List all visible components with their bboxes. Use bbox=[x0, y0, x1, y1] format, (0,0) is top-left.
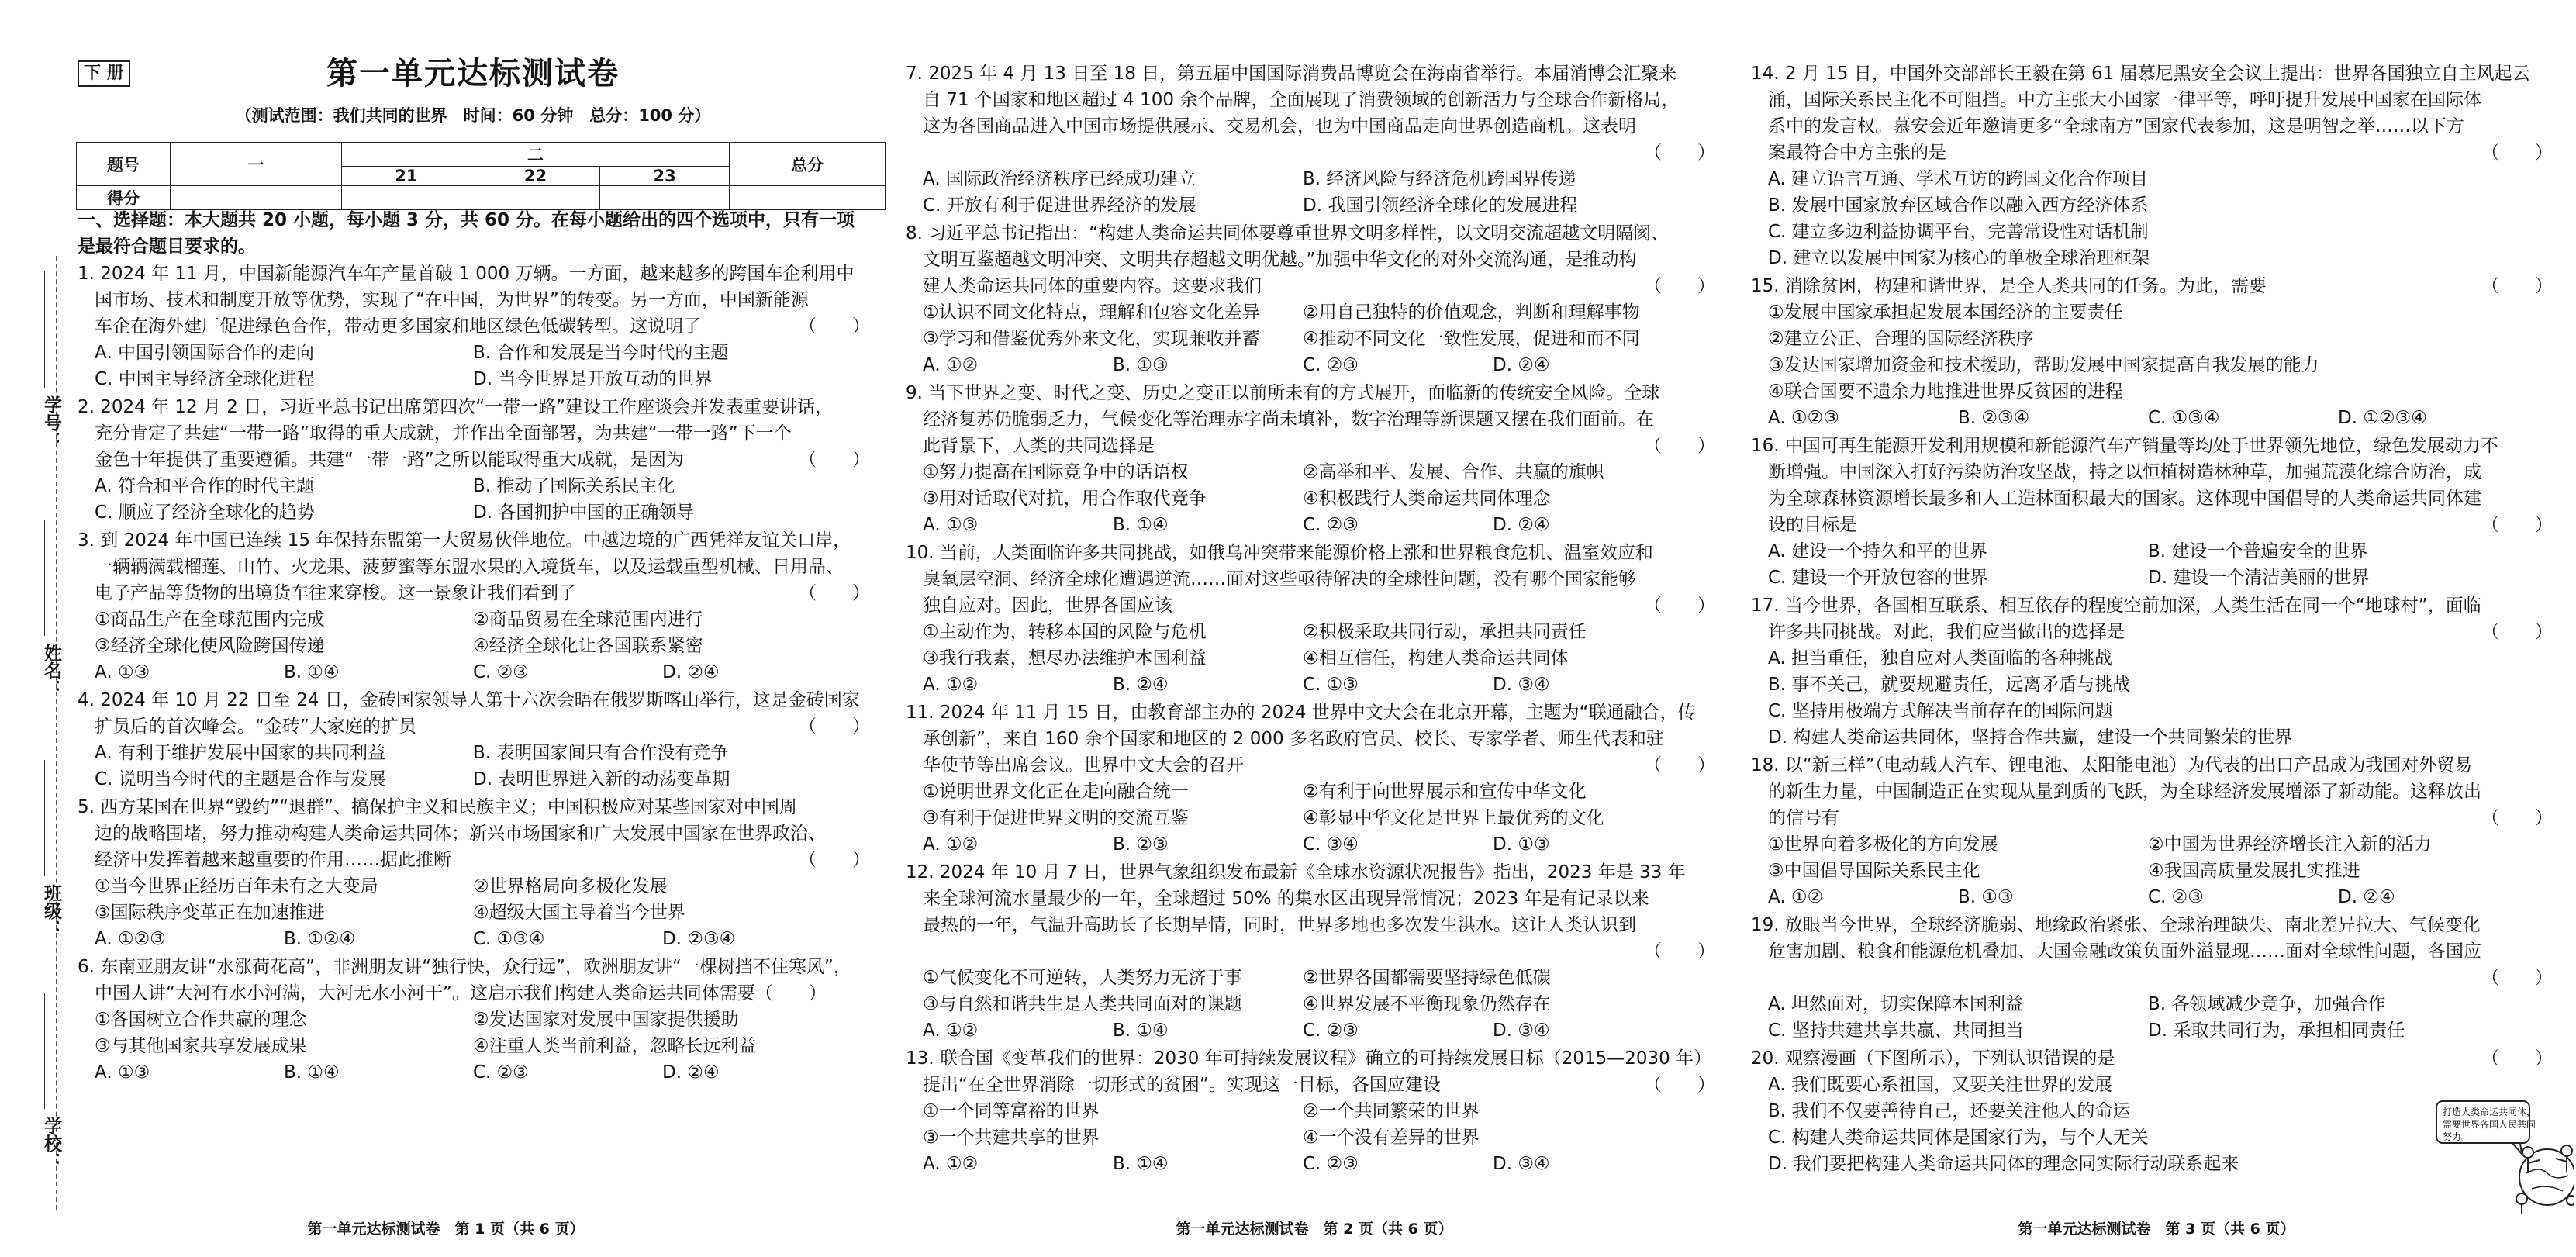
option-a[interactable]: A. ①② bbox=[923, 1154, 979, 1174]
option-a[interactable]: A. ①②③ bbox=[95, 929, 166, 949]
question-text: 此背景下，人类的共同选择是 bbox=[923, 436, 1155, 456]
question-text: 涌，国际关系民主化不可阻挡。中方主张大小国家一律平等，呼吁提升发展中国家在国际体 bbox=[1768, 90, 2481, 110]
statement-2: ②发达国家对发展中国家提供援助 bbox=[473, 1010, 739, 1030]
option-b[interactable]: B. ②③④ bbox=[1958, 408, 2030, 428]
statement-2: ②积极采取共同行动，承担共同责任 bbox=[1303, 622, 1587, 642]
option-c[interactable]: C. ②③ bbox=[1303, 355, 1359, 375]
option-a[interactable]: A. 有利于维护发展中国家的共同利益 bbox=[95, 743, 385, 763]
statement-1: ①各国树立合作共赢的理念 bbox=[95, 1010, 307, 1030]
question-text: 车企在海外建厂促进绿色合作，带动更多国家和地区绿色低碳转型。这说明了 bbox=[95, 316, 701, 337]
option-b[interactable]: B. ①③ bbox=[1113, 355, 1169, 375]
person-icon bbox=[2516, 1193, 2527, 1204]
statement-3: ③我行我素，想尽办法维护本国利益 bbox=[923, 648, 1207, 668]
statement-4: ④注重人类当前利益，忽略长远利益 bbox=[473, 1036, 757, 1056]
option-c[interactable]: C. ②③ bbox=[1303, 1154, 1359, 1174]
option-b[interactable]: B. ①④ bbox=[284, 1062, 340, 1083]
option-c[interactable]: C. ①③ bbox=[1303, 675, 1359, 695]
question-text: 16. 中国可再生能源开发利用规模和新能源汽车产销量等均处于世界领先地位，绿色发展动力不 bbox=[1751, 436, 2498, 456]
answer-bracket[interactable]: （ ） bbox=[1644, 436, 1715, 456]
answer-bracket[interactable]: （ ） bbox=[2481, 1048, 2553, 1069]
question-text: 建人类命运共同体的重要内容。这要求我们 bbox=[923, 276, 1262, 296]
score-cell[interactable] bbox=[171, 186, 342, 210]
option-a[interactable]: A. 建立语言互通、学术互访的跨国文化合作项目 bbox=[1768, 169, 2148, 189]
answer-bracket[interactable]: （ ） bbox=[2481, 968, 2553, 988]
option-a[interactable]: A. ①③ bbox=[95, 662, 150, 682]
statement-3: ③学习和借鉴优秀外来文化，实现兼收并蓄 bbox=[923, 329, 1260, 349]
option-b[interactable]: B. ②③ bbox=[1113, 834, 1169, 855]
statement-4: ④推动不同文化一致性发展，促进和而不同 bbox=[1303, 329, 1640, 349]
score-header-q21: 21 bbox=[342, 167, 471, 186]
person-icon bbox=[2567, 1196, 2574, 1205]
statement-3: ③经济全球化使风险跨国传递 bbox=[95, 636, 325, 656]
answer-bracket[interactable]: （ ） bbox=[1644, 1075, 1715, 1095]
option-c[interactable]: C. 坚持用极端方式解决当前存在的国际问题 bbox=[1768, 701, 2113, 721]
option-a[interactable]: A. 国际政治经济秩序已经成功建立 bbox=[923, 169, 1196, 189]
question-text: 19. 放眼当今世界，全球经济脆弱、地缘政治紧张、全球治理缺失、南北差异拉大、气候变化 bbox=[1751, 915, 2481, 935]
option-d[interactable]: D. 表明世界进入新的动荡变革期 bbox=[473, 769, 730, 789]
page-footer: 第一单元达标测试卷 第 1 页（共 6 页） bbox=[307, 1221, 585, 1238]
question-text: 15. 消除贫困，构建和谐世界，是全人类共同的任务。为此，需要 bbox=[1751, 276, 2267, 296]
option-a[interactable]: A. ①② bbox=[1768, 887, 1824, 907]
question-text: 20. 观察漫画（下图所示），下列认识错误的是 bbox=[1751, 1048, 2115, 1069]
statement-3: ③国际秩序变革正在加速推进 bbox=[95, 903, 325, 923]
question-text: 断增强。中国深入打好污染防治攻坚战，持之以恒植树造林种草，加强荒漠化综合防治，成 bbox=[1768, 462, 2481, 482]
statement-4: ④经济全球化让各国联系紧密 bbox=[473, 636, 703, 656]
option-b[interactable]: B. 经济风险与经济危机跨国界传递 bbox=[1303, 169, 1576, 189]
answer-bracket[interactable]: （ ） bbox=[1644, 941, 1715, 962]
answer-bracket[interactable]: （ ） bbox=[1644, 143, 1715, 163]
statement-1: ①世界向着多极化的方向发展 bbox=[1768, 834, 1998, 855]
question-text: 5. 西方某国在世界“毁约”“退群”、搞保护主义和民族主义；中国积极应对某些国家对中国周 bbox=[78, 797, 797, 817]
score-header-q23: 23 bbox=[600, 167, 730, 186]
option-c[interactable]: C. ①③④ bbox=[473, 929, 545, 949]
statement-1: ①当今世界正经历百年未有之大变局 bbox=[95, 876, 378, 896]
option-b[interactable]: B. 建设一个普遍安全的世界 bbox=[2148, 541, 2368, 561]
score-cell[interactable] bbox=[342, 186, 471, 210]
question-text: 充分肯定了共建“一带一路”取得的重大成就，并作出全面部署，为共建“一带一路”下一个 bbox=[95, 423, 792, 444]
binding-sidebar bbox=[0, 256, 70, 1210]
statement-4: ④一个没有差异的世界 bbox=[1303, 1128, 1480, 1148]
class-label: 班级： bbox=[41, 884, 61, 938]
answer-bracket[interactable]: （ ） bbox=[2481, 808, 2553, 828]
option-c[interactable]: C. 中国主导经济全球化进程 bbox=[95, 369, 315, 389]
option-c[interactable]: C. ②③ bbox=[473, 662, 529, 682]
score-header-q22: 22 bbox=[471, 167, 600, 186]
page-title: 第一单元达标测试卷 bbox=[326, 56, 620, 92]
question-text: 4. 2024 年 10 月 22 日至 24 日，金砖国家领导人第十六次会晤在俄罗斯喀山举行，这是金砖国家 bbox=[78, 690, 860, 710]
statement-2: ②商品贸易在全球范围内进行 bbox=[473, 610, 703, 630]
school-field[interactable] bbox=[44, 993, 45, 1109]
answer-bracket[interactable]: （ ） bbox=[2481, 143, 2553, 163]
question-text: 2. 2024 年 12 月 2 日，习近平总书记出席第四次“一带一路”建设工作座谈会并发表重要讲话， bbox=[78, 397, 834, 417]
option-c[interactable]: C. 开放有利于促进世界经济的发展 bbox=[923, 195, 1196, 216]
statement-2: ②有利于向世界展示和宣传中华文化 bbox=[1303, 782, 1587, 802]
score-header-total: 总分 bbox=[730, 143, 886, 186]
option-c[interactable]: C. ①③④ bbox=[2148, 408, 2220, 428]
statement-3: ③有利于促进世界文明的交流互鉴 bbox=[923, 808, 1189, 828]
option-c[interactable]: C. 顺应了经济全球化的趋势 bbox=[95, 502, 315, 523]
option-a[interactable]: A. ①② bbox=[923, 355, 979, 375]
option-d[interactable]: D. 我国引领经济全球化的发展进程 bbox=[1303, 195, 1578, 216]
question-text: 许多共同挑战。对此，我们应当做出的选择是 bbox=[1768, 622, 2125, 642]
answer-bracket[interactable]: （ ） bbox=[2481, 276, 2553, 296]
option-c[interactable]: C. ②③ bbox=[473, 1062, 529, 1083]
question-text: 17. 当今世界，各国相互联系、相互依存的程度空前加深，人类生活在同一个“地球村”，面临 bbox=[1751, 596, 2481, 616]
statement-2: ②世界各国都需要坚持绿色低碳 bbox=[1303, 968, 1551, 988]
option-b[interactable]: B. ①④ bbox=[284, 662, 340, 682]
test-info: （测试范围：我们共同的世界 时间：60 分钟 总分：100 分） bbox=[235, 106, 711, 125]
name-field[interactable] bbox=[44, 520, 45, 636]
page-footer: 第一单元达标测试卷 第 2 页（共 6 页） bbox=[1176, 1221, 1453, 1238]
option-d[interactable]: D. ①③ bbox=[1493, 834, 1550, 855]
option-b[interactable]: B. ①④ bbox=[1113, 515, 1169, 535]
option-b[interactable]: B. ①④ bbox=[1113, 1020, 1169, 1041]
option-d[interactable]: D. ②④ bbox=[2338, 887, 2395, 907]
statement-4: ④联合国要不遗余力地推进世界反贫困的进程 bbox=[1768, 382, 2123, 402]
option-a[interactable]: A. ①③ bbox=[95, 1062, 150, 1083]
answer-bracket[interactable]: （ ） bbox=[2481, 622, 2553, 642]
section-instruction: 一、选择题：本大题共 20 小题，每小题 3 分，共 60 分。在每小题给出的四个选项中，只有一项 bbox=[78, 210, 855, 230]
option-b[interactable]: B. ②④ bbox=[1113, 675, 1169, 695]
question-text: 案最符合中方主张的是 bbox=[1768, 143, 1946, 163]
page-1 bbox=[0, 0, 892, 1257]
question-text: 独自应对。因此，世界各国应该 bbox=[923, 596, 1172, 616]
option-d[interactable]: D. ③④ bbox=[1493, 675, 1550, 695]
option-b[interactable]: B. 发展中国家放弃区域合作以融入西方经济体系 bbox=[1768, 195, 2149, 216]
answer-bracket[interactable]: （ ） bbox=[1644, 276, 1715, 296]
person-icon bbox=[2561, 1145, 2572, 1156]
score-cell[interactable] bbox=[730, 186, 886, 210]
question-text: 8. 习近平总书记指出：“构建人类命运共同体要尊重世界文明多样性，以文明交流超越文明隔阂、 bbox=[906, 223, 1670, 243]
option-a[interactable]: A. ①②③ bbox=[1768, 408, 1839, 428]
option-b[interactable]: B. ①④ bbox=[1113, 1154, 1169, 1174]
option-d[interactable]: D. 当今世界是开放互动的世界 bbox=[473, 369, 713, 389]
statement-1: ①气候变化不可逆转，人类努力无济于事 bbox=[923, 968, 1242, 988]
answer-bracket[interactable]: （ ） bbox=[2481, 515, 2553, 535]
question-text: 一辆辆满载榴莲、山竹、火龙果、菠萝蜜等东盟水果的入境货车，以及运载重型机械、日用品、 bbox=[95, 557, 844, 577]
score-table bbox=[76, 142, 886, 210]
question-text: 系中的发言权。慕安会近年邀请更多“全球南方”国家代表参加，这是明智之举……以下方 bbox=[1768, 116, 2464, 136]
question-text: 国市场、技术和制度开放等优势，实现了“在中国，为世界”的转变。另一方面，中国新能源 bbox=[95, 290, 809, 310]
statement-3: ③与自然和谐共生是人类共同面对的课题 bbox=[923, 994, 1242, 1014]
statement-3: ③用对话取代对抗，用合作取代竞争 bbox=[923, 489, 1207, 509]
answer-bracket[interactable]: （ ） bbox=[1644, 755, 1715, 775]
question-text: 的新生力量，中国制造正在实现从量到质的飞跃，为全球经济发展增添了新动能。这释放出 bbox=[1768, 782, 2481, 802]
statement-1: ①努力提高在国际竞争中的话语权 bbox=[923, 462, 1189, 482]
score-header-label: 题号 bbox=[77, 143, 171, 186]
option-d[interactable]: D. ②④ bbox=[1493, 515, 1550, 535]
option-d[interactable]: D. ①②③④ bbox=[2338, 408, 2427, 428]
option-c[interactable]: C. ③④ bbox=[1303, 834, 1359, 855]
student-id-label: 学号： bbox=[41, 395, 61, 449]
statement-3: ③发达国家增加资金和技术援助，帮助发展中国家提高自我发展的能力 bbox=[1768, 355, 2319, 375]
question-text: 边的战略围堵，努力推动构建人类命运共同体；新兴市场国家和广大发展中国家在世界政治、 bbox=[95, 824, 826, 844]
option-d[interactable]: D. ②③④ bbox=[662, 929, 736, 949]
option-c[interactable]: C. 建设一个开放包容的世界 bbox=[1768, 568, 1988, 588]
option-a[interactable]: A. ①③ bbox=[923, 515, 979, 535]
question-text: 臭氧层空洞、经济全球化遭遇逆流……面对这些亟待解决的全球性问题，没有哪个国家能够 bbox=[923, 569, 1636, 589]
option-c[interactable]: C. ②③ bbox=[1303, 1020, 1359, 1041]
answer-bracket[interactable]: （ ） bbox=[1644, 596, 1715, 616]
score-header-section2: 二 bbox=[342, 143, 730, 167]
option-c[interactable]: C. ②③ bbox=[1303, 515, 1359, 535]
statement-2: ②中国为世界经济增长注入新的活力 bbox=[2148, 834, 2432, 855]
statement-3: ③一个共建共享的世界 bbox=[923, 1128, 1100, 1148]
option-d[interactable]: D. ②④ bbox=[662, 1062, 720, 1083]
question-text: 华使节等出席会议。世界中文大会的召开 bbox=[923, 755, 1244, 775]
question-text: 为全球森林资源增长最多和人工造林面积最大的国家。这体现中国倡导的人类命运共同体建 bbox=[1768, 489, 2481, 509]
school-label: 学校： bbox=[41, 1117, 61, 1170]
question-text: 这为各国商品进入中国市场提供展示、交易机会，也为中国商品走向世界创造商机。这表明 bbox=[923, 116, 1636, 136]
statement-1: ①说明世界文化正在走向融合统一 bbox=[923, 782, 1189, 802]
question-text: 的信号有 bbox=[1768, 808, 1839, 828]
page-2 bbox=[892, 0, 1737, 1257]
option-d[interactable]: D. 建立以发展中国家为核心的单极全球治理框架 bbox=[1768, 248, 2150, 268]
score-header-section1: 一 bbox=[171, 143, 342, 186]
question-text: 经济中发挥着越来越重要的作用……据此推断 bbox=[95, 850, 451, 870]
option-c[interactable]: C. 坚持共建共享共赢、共同担当 bbox=[1768, 1020, 2024, 1041]
question-text: 经济复苏仍脆弱乏力，气候变化等治理赤字尚未填补，数字治理等新课题又摆在我们面前。在 bbox=[923, 409, 1654, 430]
section-instruction: 是最符合题目要求的。 bbox=[78, 237, 256, 257]
question-text: 自 71 个国家和地区超过 4 100 余个品牌，全面展现了消费领域的创新活力与全球合作新格局， bbox=[923, 90, 1680, 110]
statement-4: ④积极践行人类命运共同体理念 bbox=[1303, 489, 1551, 509]
option-b[interactable]: B. ①③ bbox=[1958, 887, 2014, 907]
question-text: 13. 联合国《变革我们的世界：2030 年可持续发展议程》确立的可持续发展目标（2015—2030 年） bbox=[906, 1048, 1712, 1069]
option-a[interactable]: A. 建设一个持久和平的世界 bbox=[1768, 541, 1987, 561]
statement-4: ④世界发展不平衡现象仍然存在 bbox=[1303, 994, 1551, 1014]
option-a[interactable]: A. 担当重任，独自应对人类面临的各种挑战 bbox=[1768, 648, 2112, 668]
page-3 bbox=[1737, 0, 2576, 1257]
option-d[interactable]: D. 构建人类命运共同体，坚持合作共赢，建设一个共同繁荣的世界 bbox=[1768, 727, 2293, 748]
comic-caption: 需要世界各国人民共同 bbox=[2443, 1119, 2536, 1130]
score-cell[interactable] bbox=[471, 186, 600, 210]
question-text: 11. 2024 年 11 月 15 日，由教育部主办的 2024 世界中文大会在北京开幕，主题为“联通融合，传 bbox=[906, 703, 1696, 723]
statement-4: ④超级大国主导着当今世界 bbox=[473, 903, 685, 923]
option-d[interactable]: D. 各国拥护中国的正确领导 bbox=[473, 502, 695, 523]
option-c[interactable]: C. ②③ bbox=[2148, 887, 2204, 907]
statement-1: ①发展中国家承担起发展本国经济的主要责任 bbox=[1768, 302, 2123, 323]
score-cell[interactable] bbox=[600, 186, 730, 210]
option-c[interactable]: C. 说明当今时代的主题是合作与发展 bbox=[95, 769, 386, 789]
answer-bracket[interactable]: （ ） bbox=[799, 717, 870, 737]
question-text: 3. 到 2024 年中国已连续 15 年保持东盟第一大贸易伙伴地位。中越边境的广西凭祥友谊关口岸， bbox=[78, 530, 851, 551]
statement-3: ③中国倡导国际关系民主化 bbox=[1768, 861, 1980, 881]
option-b[interactable]: B. 合作和发展是当今时代的主题 bbox=[473, 343, 729, 363]
class-field[interactable] bbox=[44, 760, 45, 876]
person-icon bbox=[2522, 1147, 2533, 1158]
comic-illustration bbox=[2435, 1100, 2574, 1216]
option-d[interactable]: D. ②④ bbox=[1493, 355, 1550, 375]
name-label: 姓名： bbox=[41, 644, 61, 697]
option-b[interactable]: B. 事不关己，就要规避责任，远离矛盾与挑战 bbox=[1768, 675, 2131, 695]
option-a[interactable]: A. 符合和平合作的时代主题 bbox=[95, 476, 314, 496]
option-a[interactable]: A. 中国引领国际合作的走向 bbox=[95, 343, 314, 363]
question-text: 电子产品等货物的出境货车往来穿梭。这一景象让我们看到了 bbox=[95, 583, 576, 603]
statement-2: ②一个共同繁荣的世界 bbox=[1303, 1101, 1480, 1121]
question-text: 设的目标是 bbox=[1768, 515, 1857, 535]
statement-1: ①一个同等富裕的世界 bbox=[923, 1101, 1100, 1121]
option-a[interactable]: A. 我们既要心系祖国，又要关注世界的发展 bbox=[1768, 1075, 2112, 1095]
volume-tag: 下 册 bbox=[78, 60, 130, 87]
option-b[interactable]: B. ①②④ bbox=[284, 929, 356, 949]
question-text: 12. 2024 年 10 月 7 日，世界气象组织发布最新《全球水资源状况报告》指出，2023 年是 33 年 bbox=[906, 862, 1686, 882]
comic-caption: 努力。 bbox=[2443, 1131, 2471, 1142]
question-text: 10. 当前，人类面临许多共同挑战，如俄乌冲突带来能源价格上涨和世界粮食危机、温室效应和 bbox=[906, 543, 1653, 563]
option-a[interactable]: A. ①② bbox=[923, 834, 979, 855]
answer-bracket[interactable]: （ ） bbox=[799, 450, 870, 470]
question-text: 18. 以“新三样”（电动载人汽车、锂电池、太阳能电池）为代表的出口产品成为我国对外贸易 bbox=[1751, 755, 2473, 775]
comic-caption: 打造人类命运共同体， bbox=[2443, 1107, 2536, 1117]
question-text: 6. 东南亚朋友讲“水涨荷花高”，非洲朋友讲“独行快，众行远”，欧洲朋友讲“一棵树挡不住寒风”， bbox=[78, 957, 851, 977]
statement-1: ①商品生产在全球范围内完成 bbox=[95, 610, 325, 630]
question-text: 9. 当下世界之变、时代之变、历史之变正以前所未有的方式展开，面临新的传统安全风险。全球 bbox=[906, 383, 1660, 403]
option-a[interactable]: A. 坦然面对，切实保障本国利益 bbox=[1768, 994, 2023, 1014]
question-text: 扩员后的首次峰会。“金砖”大家庭的扩员 bbox=[95, 717, 416, 737]
question-text: 提出“在全世界消除一切形式的贫困”。实现这一目标，各国应建设 bbox=[923, 1075, 1441, 1095]
question-text: 中国人讲“大河有水小河满，大河无水小河干”。这启示我们构建人类命运共同体需要（ ） bbox=[95, 983, 827, 1003]
option-b[interactable]: B. 表明国家间只有合作没有竞争 bbox=[473, 743, 729, 763]
score-row-label: 得分 bbox=[77, 186, 171, 210]
question-text: 最热的一年，气温升高助长了长期旱情，同时，世界多地也多次发生洪水。这让人类认识到 bbox=[923, 915, 1636, 935]
option-a[interactable]: A. ①② bbox=[923, 1020, 979, 1041]
question-text: 承创新”，来自 160 余个国家和地区的 2 000 多名政府官员、校长、专家学者、师生代表和驻 bbox=[923, 729, 1664, 749]
answer-bracket[interactable]: （ ） bbox=[799, 583, 870, 603]
option-d[interactable]: D. ③④ bbox=[1493, 1154, 1550, 1174]
question-text: 1. 2024 年 11 月，中国新能源汽车年产量首破 1 000 万辆。一方面，越来越多的跨国车企利用中 bbox=[78, 264, 855, 284]
option-b[interactable]: B. 推动了国际关系民主化 bbox=[473, 476, 675, 496]
statement-4: ④彰显中华文化是世界上最优秀的文化 bbox=[1303, 808, 1604, 828]
question-text: 来全球河流水量最少的一年，全球超过 50% 的集水区出现异常情况；2023 年是有记录以来 bbox=[923, 889, 1649, 909]
option-a[interactable]: A. ①② bbox=[923, 675, 979, 695]
answer-bracket[interactable]: （ ） bbox=[799, 850, 870, 870]
option-b[interactable]: B. 我们不仅要善待自己，还要关注他人的命运 bbox=[1768, 1101, 2131, 1121]
question-text: 14. 2 月 15 日，中国外交部部长王毅在第 61 届慕尼黑安全会议上提出：世界各国独立自主风起云 bbox=[1751, 64, 2530, 84]
statement-4: ④相互信任，构建人类命运共同体 bbox=[1303, 648, 1569, 668]
statement-2: ②世界格局向多极化发展 bbox=[473, 876, 668, 896]
page-footer: 第一单元达标测试卷 第 3 页（共 6 页） bbox=[2018, 1221, 2295, 1238]
option-c[interactable]: C. 构建人类命运共同体是国家行为，与个人无关 bbox=[1768, 1128, 2149, 1148]
answer-bracket[interactable]: （ ） bbox=[799, 316, 870, 337]
question-text: 7. 2025 年 4 月 13 日至 18 日，第五届中国国际消费品博览会在海南省举行。本届消博会汇聚来 bbox=[906, 64, 1677, 84]
option-d[interactable]: D. 建设一个清洁美丽的世界 bbox=[2148, 568, 2370, 588]
option-d[interactable]: D. ②④ bbox=[662, 662, 720, 682]
question-text: 金色十年提供了重要遵循。共建“一带一路”之所以能取得重大成就，是因为 bbox=[95, 450, 684, 470]
question-text: 危害加剧、粮食和能源危机叠加、大国金融政策负面外溢显现……面对全球性问题，各国应 bbox=[1768, 941, 2481, 962]
student-id-field[interactable] bbox=[44, 271, 45, 388]
statement-1: ①认识不同文化特点，理解和包容文化差异 bbox=[923, 302, 1260, 323]
option-d[interactable]: D. 采取共同行为，承担相同责任 bbox=[2148, 1020, 2405, 1041]
statement-2: ②高举和平、发展、合作、共赢的旗帜 bbox=[1303, 462, 1604, 482]
statement-4: ④我国高质量发展扎实推进 bbox=[2148, 861, 2360, 881]
statement-3: ③与其他国家共享发展成果 bbox=[95, 1036, 307, 1056]
statement-2: ②用自己独特的价值观念，判断和理解事物 bbox=[1303, 302, 1640, 323]
option-d[interactable]: D. 我们要把构建人类命运共同体的理念同实际行动联系起来 bbox=[1768, 1154, 2239, 1174]
statement-2: ②建立公正、合理的国际经济秩序 bbox=[1768, 329, 2034, 349]
option-b[interactable]: B. 各领域减少竞争，加强合作 bbox=[2148, 994, 2386, 1014]
statement-1: ①主动作为，转移本国的风险与危机 bbox=[923, 622, 1207, 642]
option-d[interactable]: D. ③④ bbox=[1493, 1020, 1550, 1041]
option-c[interactable]: C. 建立多边利益协调平台，完善常设性对话机制 bbox=[1768, 222, 2149, 242]
question-text: 文明互鉴超越文明冲突、文明共存超越文明优越。”加强中华文化的对外交流沟通，是推动构 bbox=[923, 250, 1637, 270]
